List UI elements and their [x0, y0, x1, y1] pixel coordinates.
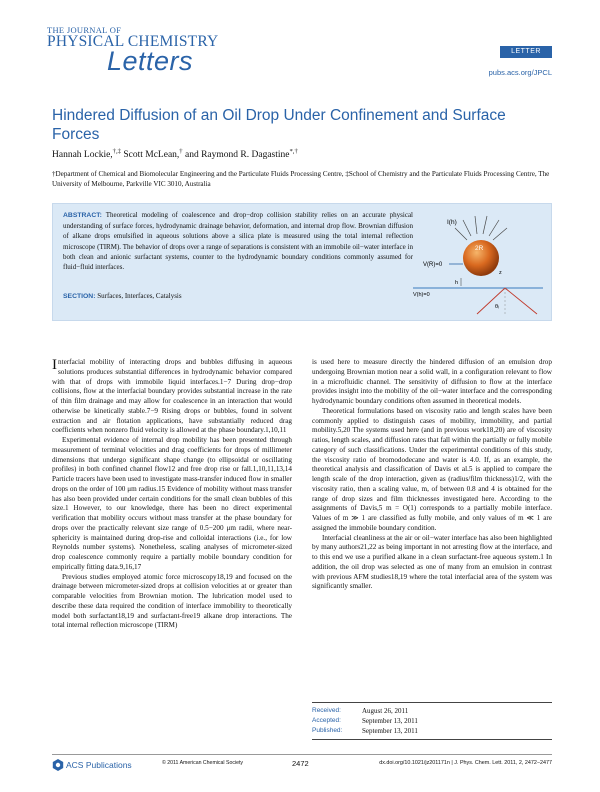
date-label: Received:	[312, 707, 341, 714]
journal-logo	[47, 25, 219, 76]
toc-label-intensity: I(h)	[447, 219, 457, 226]
affiliation: †Department of Chemical and Biomolecular Engineering and the Particulate Fluids Processing Centre, ‡School of Chemistry and the Particulate Fluids Processing Centre, The University of Melbourne, Parkville VIC 3010, Australia	[52, 170, 550, 188]
publication-dates	[312, 702, 552, 740]
abstract-label: ABSTRACT:	[63, 212, 102, 219]
date-row-received	[312, 706, 552, 716]
journal-logo-name: PHYSICAL CHEMISTRY	[47, 33, 219, 50]
toc-label-diameter: 2R	[475, 245, 484, 252]
date-row-accepted	[312, 716, 552, 726]
toc-label-separation: h	[455, 280, 459, 286]
left-column	[52, 358, 292, 631]
date-row-published	[312, 726, 552, 736]
acs-publications-logo[interactable]	[52, 759, 132, 771]
abstract-text: Theoretical modeling of coalescence and drop−drop collision stability relies on an accurate physical understanding of surface forces, hydrodynamic drainage behavior, deformation, and internal drop flow. Brownian diffusion of alkane drops emulsified in aqueous solutions above a silica plate is measured using the total internal reflection microscope (TIRM). The behavior of drops over a range of separations is consistent with an immobile oil−water interface in both clean and anionic surfactant systems, counter to the hydrodynamic boundary conditions commonly assumed for fluid−fluid interfaces.	[63, 211, 413, 272]
toc-label-potential: V(R)=0	[423, 262, 443, 268]
incident-beam	[477, 288, 505, 314]
acs-hexagon-icon	[52, 759, 64, 771]
author-affiliation-mark: †,‡	[112, 147, 121, 155]
section-text[interactable]: Surfaces, Interfaces, Catalysis	[95, 292, 182, 300]
date-value: August 26, 2011	[362, 707, 409, 715]
date-value: September 13, 2011	[362, 727, 418, 735]
date-label: Accepted:	[312, 717, 341, 724]
article-type-badge: LETTER	[500, 46, 552, 58]
scattered-light-lines	[455, 216, 507, 240]
paragraph: Interfacial cleanliness at the air or oil−water interface has also been highlighted by many authors21,22 as being important in not arresting flow at the interface, and to this end we use a purified alkane in a clean surfactant-free aqueous system.1 In addition, the oil drop was selected as one of many from an emulsion in contrast with previous AFM studies18,19 where the total interfacial area of the system was significantly smaller.	[312, 533, 552, 591]
author-affiliation-mark: †	[179, 147, 183, 155]
page-footer	[52, 754, 552, 770]
section-label: SECTION:	[63, 293, 96, 300]
author-name[interactable]: Hannah Lockie,	[52, 150, 113, 160]
date-value: September 13, 2011	[362, 717, 418, 725]
doi-link[interactable]: dx.doi.org/10.1021/jz201171n | J. Phys. Chem. Lett. 2011, 2, 2472−2477	[379, 760, 552, 766]
journal-logo-the: THE JOURNAL OF	[47, 25, 122, 35]
publisher-name: ACS Publications	[66, 760, 132, 770]
author-affiliation-mark: *,†	[289, 147, 298, 155]
abstract	[63, 210, 413, 272]
toc-graphic	[405, 206, 547, 318]
author-name[interactable]: Scott McLean,	[120, 150, 180, 160]
drop-cap: I	[52, 357, 57, 373]
toc-label-z: z	[499, 270, 502, 276]
paragraph: Experimental evidence of internal drop mobility has been presented through measurement of terminal velocities and drag coefficients for drops of millimeter dimensions that undergo significant shape change (to ellipsoidal or oscillating profiles) in both confined channel flow12 and free drop rise or fall.1,10,11,13,14 Particle tracers have been used to investigate mass-transfer induced flow in smaller drops on the order of 100 μm radius.15 Evidence of mobility without mass transfer has also been provided under certain conditions for the small clean bubbles of this size.1 However, to our knowledge, there has been no direct experimental verification that mobility occurs without mass transfer at the phase boundary for drops over the practically relevant size range of 0.5−200 μm radii, where near-sphericity is maintained during drop-rise and colloidal interactions (i.e., for low Reynolds number systems). Nonetheless, scaling analyses of micrometer-sized drop coalescence commonly require a partially mobile boundary condition for empirically fitting data.9,16,17	[52, 436, 292, 571]
page-number: 2472	[292, 759, 309, 768]
abstract-box	[52, 203, 552, 321]
reflected-beam	[505, 288, 537, 314]
paragraph: Previous studies employed atomic force microscopy18,19 and focused on the drainage between micrometer-sized drops at collision velocities at or greater than comparable velocities from Brownian motion. The lubrication model used to describe these data required the condition of interface immobility to theoretically model both surfactant18,19 and surfactant-free19 alkane drop interactions. The total internal reflection microscope (TIRM)	[52, 572, 292, 630]
right-column	[312, 358, 552, 592]
section-line	[63, 292, 182, 300]
paragraph-text: nterfacial mobility of interacting drops and bubbles diffusing in aqueous solutions produces substantial differences in hydrodynamic behavior compared with that of drops with immobile liquid interfaces.1−7 During drop−drop collisions, flow at the interfacial boundary provides substantial increase in the rate of thin film drainage and may allow for coalescence in an interaction that would otherwise be kinetically stable.7−9 Rising drops or bubbles, found in solvent extraction and air flotation applications, have substantially reduced drag coefficients when nonzero fluid velocity is allowed at the phase boundary.1,10,11	[52, 358, 292, 435]
toc-label-wall-potential: V(h)=0	[413, 292, 430, 298]
article-title: Hindered Diffusion of an Oil Drop Under Confinement and Surface Forces	[52, 107, 506, 143]
journal-website-link[interactable]: pubs.acs.org/JPCL	[488, 68, 552, 77]
copyright: © 2011 American Chemical Society	[162, 760, 243, 766]
author-list	[52, 147, 298, 160]
paragraph: Theoretical formulations based on viscosity ratio and length scales have been commonly applied to distinguish cases of mobility, immobility, and partial mobility.5,20 The systems used here (and in previous work18,20) are of viscosity ratios, length scales, and diffusion rates that fall within the partially or fully mobile category of such classifications. Under the experimental conditions of this study, the viscosity ratio of bromododecane and water is 4.0. If, as an example, the theoretical analysis and classification of Davis et al.5 is applied to compare the length scale of the drop interaction, given as (radius/film thickness)1/2, with the viscosity ratio, then a scaling value, m, of between 0.8 and 4 is obtained for the range of drop sizes and film thicknesses investigated here. According to the assignments of Davis,5 m = O(1) corresponds to a partially mobile interface. Values of m ≫ 1 are classified as fully mobile, and only values of m ≪ 1 are assigned the immobile boundary condition.	[312, 406, 552, 532]
author-name[interactable]: and Raymond R. Dagastine	[182, 150, 290, 160]
toc-label-angle: θᵢ	[495, 304, 499, 310]
journal-logo-letters: Letters	[107, 46, 194, 76]
date-label: Published:	[312, 727, 343, 734]
paragraph: is used here to measure directly the hindered diffusion of an emulsion drop undergoing Brownian motion near a solid wall, in a configuration relevant to flow in a microfluidic channel. The sensitivity of diffusion to flow at the interface provides insight into the mobility of the oil−water interface and the corresponding hydrodynamic boundary conditions often assumed in theoretical models.	[312, 358, 552, 405]
paragraph	[52, 358, 292, 436]
